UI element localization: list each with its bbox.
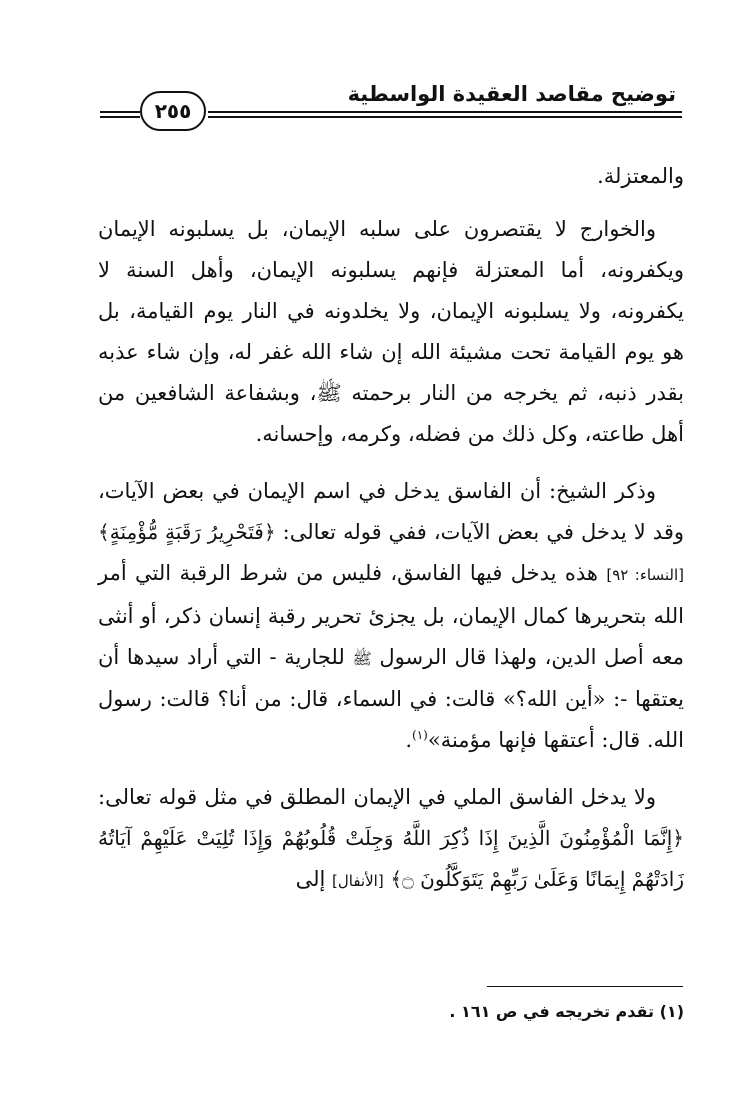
header-rule	[208, 111, 682, 118]
honorific-mark: ﷺ	[352, 649, 372, 668]
paragraph-3-end: .	[405, 728, 413, 752]
footnote-marker: (١)	[412, 728, 428, 742]
surah-reference-anfal: [الأنفال]	[332, 872, 384, 890]
paragraph-4-continuation: إلى	[295, 867, 326, 891]
header-rule-left	[100, 111, 140, 118]
paragraph-3-body: هذه يدخل فيها الفاسق، فليس من شرط الرقبة التي أمر الله بتحريرها كمال الإيمان، بل يجزئ تحرير رقبة إنسان ذكر، أو أنثى معه أصل الدين، ولهذا قال الرسول	[98, 561, 684, 669]
paragraph-3-intro: وذكر الشيخ: أن الفاسق يدخل في اسم الإيمان في بعض الآيات، وقد لا يدخل في بعض الآيات، ففي قوله تعالى:	[98, 479, 684, 544]
surah-reference-nisa: [النساء: ٩٢]	[606, 566, 684, 584]
main-text	[98, 156, 684, 918]
paragraph-2: والخوارج لا يقتصرون على سلبه الإيمان، بل يسلبونه الإيمان ويكفرونه، أما المعتزلة فإنهم يسلبونه الإيمان، وأهل السنة لا يكفرونه، ولا يسلبونه الإيمان، ولا يخلدونه في النار يوم القيامة، بل هو يوم القيامة تحت مشيئة الله إن شاء الله غفر له، وإن شاء عذبه بقدر ذنبه، ثم يخرجه من النار برحمته ﷺ، وبشفاعة الشافعين من أهل طاعته، وكل ذلك من فضله، وكرمه، وإحسانه.	[98, 217, 684, 446]
paragraph-3	[98, 471, 684, 761]
footnote-separator	[487, 986, 683, 987]
quran-verse-anfal: ﴿إِنَّمَا الْمُؤْمِنُونَ الَّذِينَ إِذَا ذُكِرَ اللَّهُ وَجِلَتْ قُلُوبُهُمْ وَإِذَا تُلِيَتْ عَلَيْهِمْ آيَاتُهُ زَادَتْهُمْ إِيمَانًا وَعَلَىٰ رَبِّهِمْ يَتَوَكَّلُونَ ۝﴾	[98, 826, 684, 891]
page-number: ٢٥٥	[140, 91, 206, 131]
paragraph-3-hadith: للجارية - التي أراد سيدها أن يعتقها -: «أين الله؟» قالت: في السماء، قال: من أنا؟ قالت: رسول الله. قال: أعتقها فإنها مؤمنة»	[98, 645, 684, 752]
quran-verse-nisa: ﴿فَتَحْرِيرُ رَقَبَةٍ مُّؤْمِنَةٍ﴾	[98, 520, 276, 544]
paragraph-1: والمعتزلة.	[597, 164, 684, 188]
header-title: توضيح مقاصد العقيدة الواسطية	[347, 82, 676, 106]
paragraph-4-intro: ولا يدخل الفاسق الملي في الإيمان المطلق في مثل قوله تعالى:	[98, 785, 656, 809]
footnote: (١) تقدم تخريجه في ص ١٦١ .	[449, 1002, 684, 1021]
running-header	[100, 78, 682, 128]
paragraph-4	[98, 777, 684, 902]
